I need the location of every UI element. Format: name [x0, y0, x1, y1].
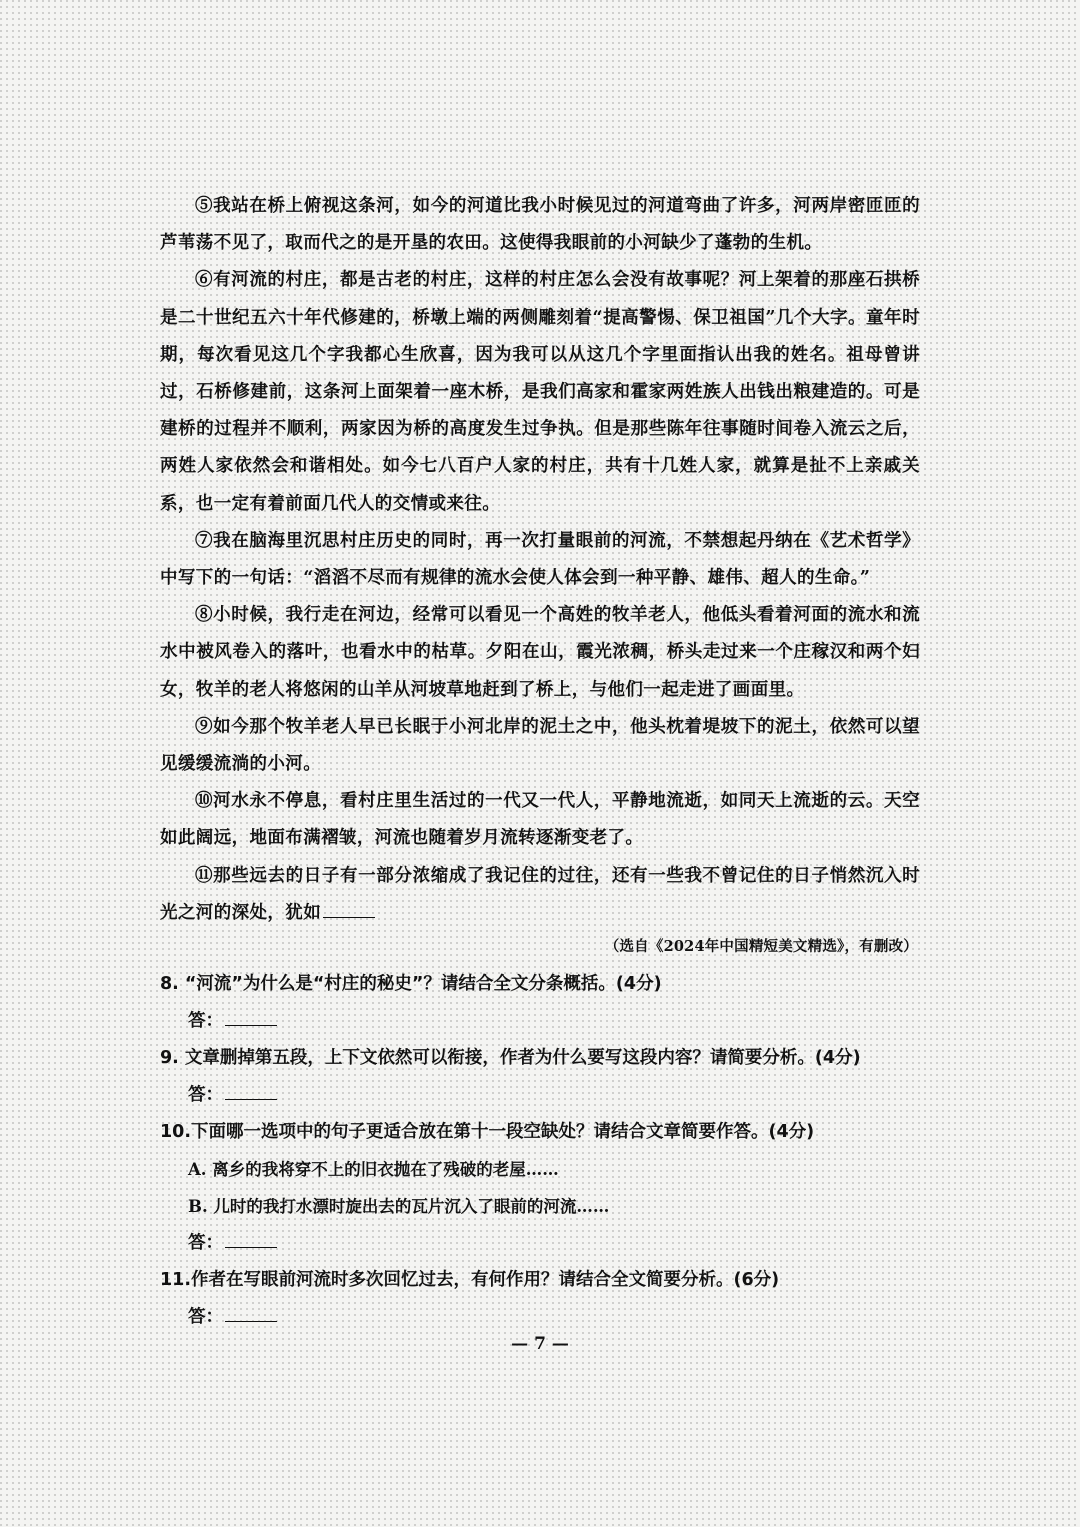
question-10-option-b: B. 儿时的我打水漂时旋出去的瓦片沉入了眼前的河流…… [188, 1197, 610, 1216]
source-citation: （选自《2024年中国精短美文精选》，有删改） [604, 938, 918, 955]
answer-label: 答： [188, 1307, 223, 1327]
answer-blank[interactable] [225, 1303, 277, 1322]
answer-label: 答： [188, 1233, 223, 1253]
question-list [160, 966, 940, 1336]
question-8-stem: 8. “河流”为什么是“村庄的秘史”？请结合全文分条概括。(4分) [160, 974, 662, 994]
question-10-stem: 10.下面哪一选项中的句子更适合放在第十一段空缺处？请结合文章简要作答。(4分) [160, 1122, 815, 1142]
paragraph-6: ⑥有河流的村庄，都是古老的村庄，这样的村庄怎么会没有故事呢？河上架着的那座石拱桥是二十世纪五六十年代修建的，桥墩上端的两侧雕刻着“提高警惕、保卫祖国”几个大字。童年时期，每次看见这几个字我都心生欣喜，因为我可以从这几个字里面指认出我的姓名。祖母曾讲过，石桥修建前，这条河上面架着一座木桥，是我们高家和霍家两姓族人出钱出粮建造的。可是建桥的过程并不顺利，两家因为桥的高度发生过争执。但是那些陈年往事随时间卷入流云之后，两姓人家依然会和谐相处。如今七八百户人家的村庄，共有十几姓人家，就算是扯不上亲戚关系，也一定有着前面几代人的交情或来往。 [160, 270, 920, 514]
answer-blank[interactable] [225, 1229, 277, 1248]
paragraph-8: ⑧小时候，我行走在河边，经常可以看见一个高姓的牧羊老人，他低头看着河面的流水和流水中被风卷入的落叶，也看水中的枯草。夕阳在山，霞光浓稠，桥头走过来一个庄稼汉和两个妇女，牧羊的老人将悠闲的山羊从河坡草地赶到了桥上，与他们一起走进了画面里。 [160, 605, 920, 700]
question-8-answer[interactable] [188, 1003, 940, 1040]
answer-label: 答： [188, 1011, 223, 1031]
page-number: — 7 — [511, 1334, 569, 1354]
question-10-answer[interactable] [188, 1225, 940, 1262]
paragraph-10: ⑩河水永不停息，看村庄里生活过的一代又一代人，平静地流逝，如同天上流逝的云。天空如此阔远，地面布满褶皱，河流也随着岁月流转逐渐变老了。 [160, 791, 920, 849]
answer-label: 答： [188, 1085, 223, 1105]
paragraph-7: ⑦我在脑海里沉思村庄历史的同时，再一次打量眼前的河流，不禁想起丹纳在《艺术哲学》中写下的一句话：“滔滔不尽而有规律的流水会使人体会到一种平静、雄伟、超人的生命。” [160, 530, 920, 589]
question-9-stem: 9. 文章删掉第五段，上下文依然可以衔接，作者为什么要写这段内容？请简要分析。(4分) [160, 1048, 861, 1068]
reading-passage [160, 188, 920, 932]
answer-blank[interactable] [225, 1007, 277, 1026]
question-11-stem: 11.作者在写眼前河流时多次回忆过去，有何作用？请结合全文简要分析。(6分) [160, 1270, 780, 1290]
fill-in-blank[interactable] [323, 899, 375, 918]
paragraph-9: ⑨如今那个牧羊老人早已长眠于小河北岸的泥土之中，他头枕着堤坡下的泥土，依然可以望见缓缓流淌的小河。 [160, 716, 920, 775]
paragraph-11 [160, 858, 920, 932]
paragraph-5: ⑤我站在桥上俯视这条河，如今的河道比我小时候见过的河道弯曲了许多，河两岸密匝匝的芦苇荡不见了，取而代之的是开垦的农田。这使得我眼前的小河缺少了蓬勃的生机。 [160, 196, 920, 254]
question-9-answer[interactable] [188, 1077, 940, 1114]
answer-blank[interactable] [225, 1081, 277, 1100]
paragraph-11-text: ⑪那些远去的日子有一部分浓缩成了我记住的过往，还有一些我不曾记住的日子悄然沉入时光之河的深处，犹如 [160, 865, 920, 923]
question-11-answer[interactable] [188, 1299, 940, 1336]
question-10-option-a: A. 离乡的我将穿不上的旧衣抛在了残破的老屋…… [188, 1160, 559, 1179]
